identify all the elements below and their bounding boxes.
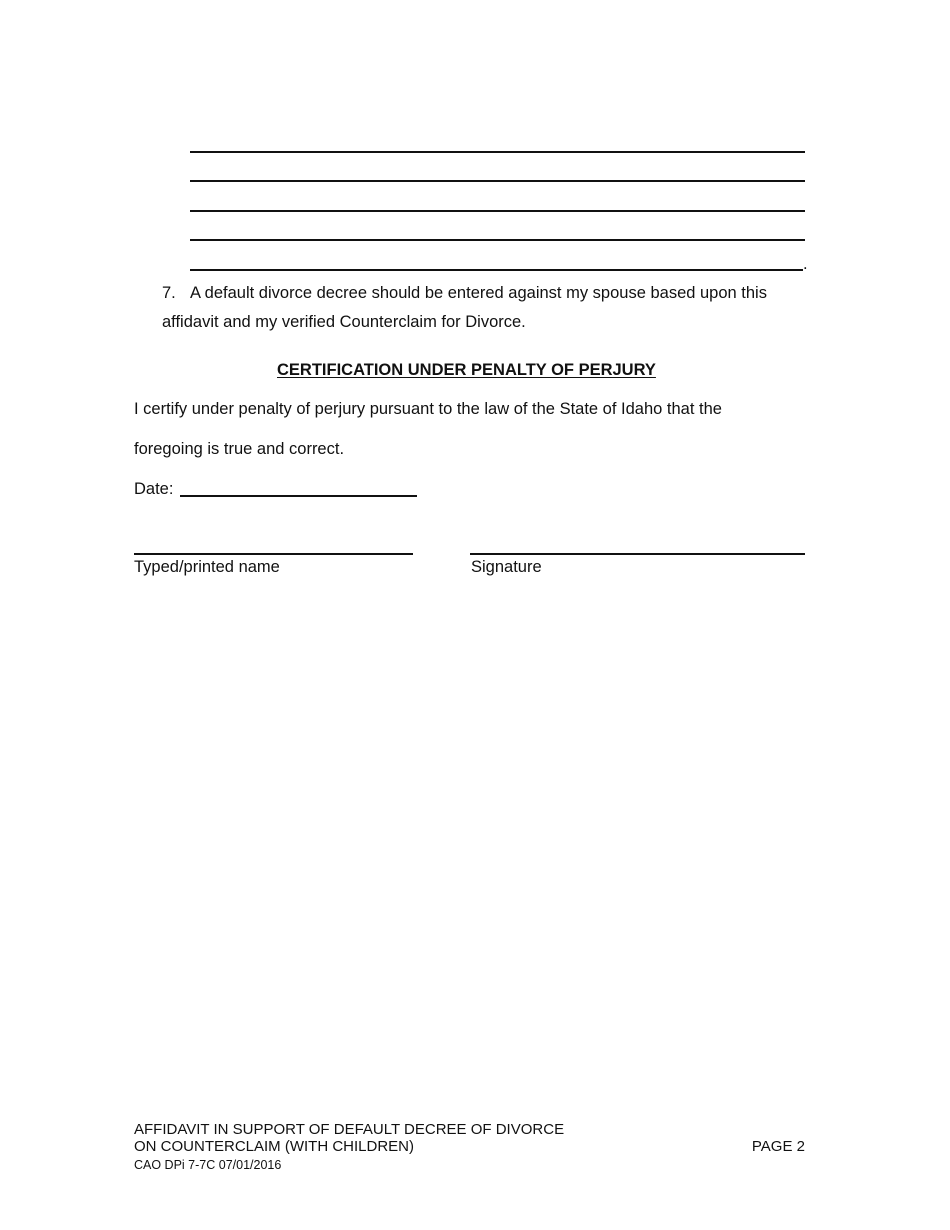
- certification-line-1: I certify under penalty of perjury pursuant to the law of the State of Idaho that the: [134, 400, 722, 418]
- answer-line-2[interactable]: [190, 180, 805, 182]
- signature-field[interactable]: [470, 553, 805, 555]
- item-7-line-1: A default divorce decree should be entered against my spouse based upon this: [190, 284, 767, 302]
- answer-line-5[interactable]: [190, 269, 803, 271]
- footer-title-line-1: AFFIDAVIT IN SUPPORT OF DEFAULT DECREE OF DIVORCE: [134, 1121, 565, 1138]
- printed-name-field[interactable]: [134, 553, 413, 555]
- answer-end-period: .: [803, 255, 808, 273]
- answer-line-1[interactable]: [190, 151, 805, 153]
- date-label: Date:: [134, 480, 174, 498]
- answer-line-3[interactable]: [190, 210, 805, 212]
- answer-line-4[interactable]: [190, 239, 805, 241]
- item-7-line-2: affidavit and my verified Counterclaim for Divorce.: [162, 313, 526, 331]
- signature-label: Signature: [471, 558, 542, 576]
- footer-title-line-2: ON COUNTERCLAIM (WITH CHILDREN): [134, 1138, 414, 1155]
- certification-heading: CERTIFICATION UNDER PENALTY OF PERJURY: [277, 361, 656, 379]
- printed-name-label: Typed/printed name: [134, 558, 280, 576]
- item-7-number: 7.: [162, 284, 176, 302]
- certification-line-2: foregoing is true and correct.: [134, 440, 345, 458]
- date-field[interactable]: [180, 495, 417, 497]
- footer-page-number: PAGE 2: [751, 1138, 805, 1155]
- footer-form-code: CAO DPi 7-7C 07/01/2016: [134, 1158, 282, 1172]
